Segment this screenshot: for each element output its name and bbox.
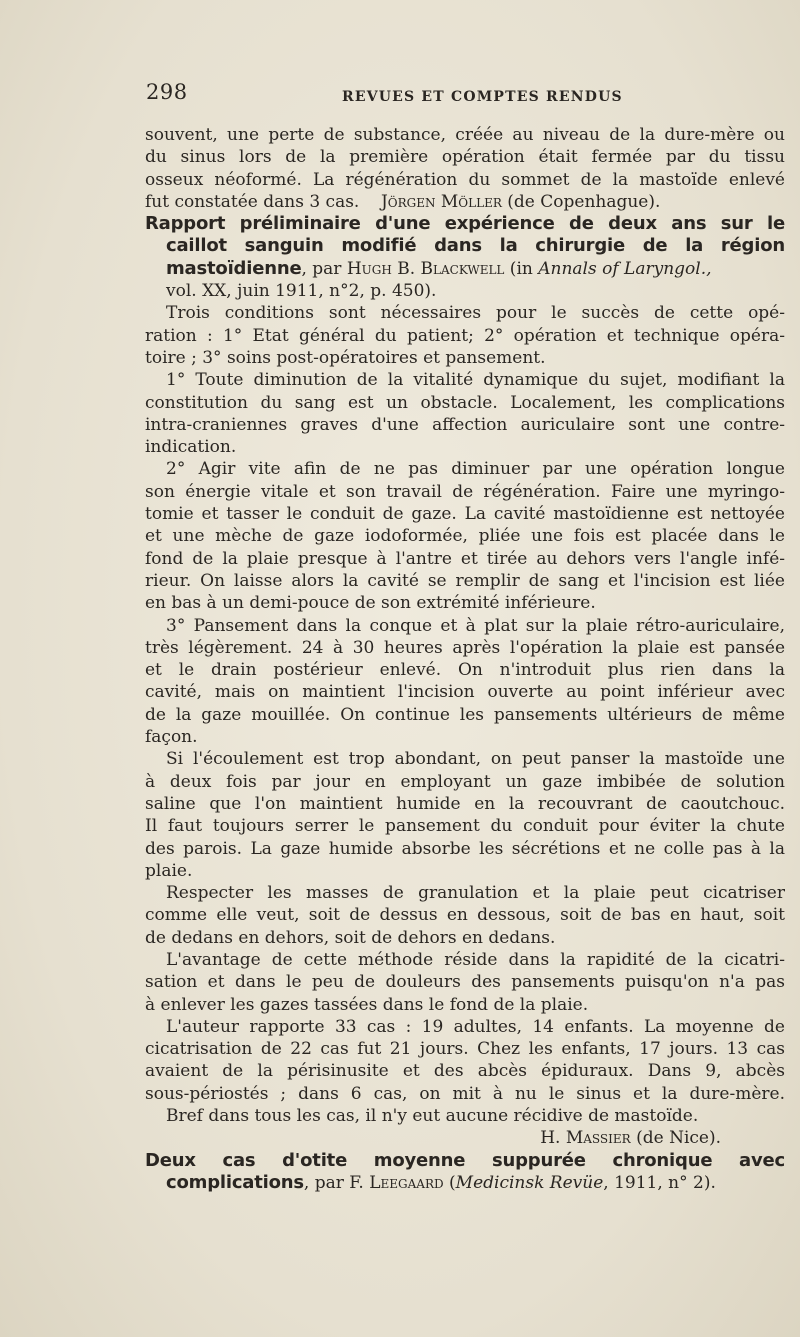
text-line: intra-craniennes graves d'une affection auriculaire sont une contre- — [145, 414, 785, 435]
text-line: du sinus lors de la première opération était fermée par du tissu — [145, 147, 785, 168]
article-title: caillot sanguin modifié dans la chirurgie de la région — [166, 235, 785, 257]
article-title: Deux cas d'otite moyenne suppurée chronique avec — [145, 1149, 785, 1171]
text-line: L'avantage de cette méthode réside dans la rapidité de la cicatri- — [166, 949, 785, 970]
text-line: de dedans en dehors, soit de dehors en dedans. — [145, 927, 556, 948]
article-title-line — [145, 1172, 785, 1194]
text-line: toire ; 3° soins post-opératoires et pansement. — [145, 347, 546, 368]
text-line: des parois. La gaze humide absorbe les sécrétions et ne colle pas à la — [145, 838, 785, 859]
text-line: Il faut toujours serrer le pansement du conduit pour éviter la chute — [145, 816, 785, 837]
text-line: façon. — [145, 727, 198, 748]
text-line: Si l'écoulement est trop abondant, on peut panser la mastoïde une — [166, 749, 785, 770]
text-line: cicatrisation de 22 cas fut 21 jours. Chez les enfants, 17 jours. 13 cas — [145, 1039, 785, 1060]
text-line: plaie. — [145, 860, 193, 881]
text-line — [145, 191, 785, 213]
text-line: Trois conditions sont nécessaires pour le succès de cette opé- — [166, 303, 785, 324]
text-fragment: ( — [443, 1172, 456, 1193]
text-fragment: (in — [504, 258, 539, 279]
text-line: osseux néoformé. La régénération du sommet de la mastoïde enlevé — [145, 169, 785, 190]
text-fragment: , par — [301, 258, 347, 279]
text-fragment: , 1911, n° 2). — [603, 1172, 716, 1193]
text-fragment: , par F. — [303, 1172, 370, 1193]
author-name: Massier — [565, 1128, 631, 1149]
author-name: Hugh B. Blackwell — [346, 258, 505, 279]
text-line: souvent, une perte de substance, créée au niveau de la dure-mère ou — [145, 125, 785, 145]
text-line: indication. — [145, 437, 237, 458]
text-line: son énergie vitale et son travail de régénération. Faire une myringo- — [145, 481, 785, 502]
text-line: cavité, mais on maintient l'incision ouverte au point inférieur avec — [145, 682, 785, 703]
text-line: en bas à un demi-pouce de son extrémité inférieure. — [145, 593, 596, 614]
text-line: fond de la plaie presque à l'antre et tirée au dehors vers l'angle infé- — [145, 548, 785, 569]
page-header — [146, 80, 786, 110]
text-line: Respecter les masses de granulation et la plaie peut cicatriser — [166, 883, 785, 904]
text-line: 3° Pansement dans la conque et à plat sur la plaie rétro-auriculaire, — [166, 615, 785, 636]
text-line: sous-périostés ; dans 6 cas, on mit à nu le sinus et la dure-mère. — [145, 1083, 785, 1104]
text-line: comme elle veut, soit de dessus en dessous, soit de bas en haut, soit — [145, 905, 785, 926]
running-head: REVUES ET COMPTES RENDUS — [342, 89, 623, 105]
text-line: tomie et tasser le conduit de gaze. La cavité mastoïdienne est nettoyée — [145, 504, 785, 525]
journal-name: Annals of Laryngol., — [538, 258, 712, 279]
journal-name: Medicinsk Revüe — [455, 1172, 604, 1193]
article-title: mastoïdienne — [166, 257, 302, 279]
text-fragment: (de Copenhague). — [507, 191, 661, 212]
text-fragment: fut constatée dans 3 cas. — [145, 191, 360, 212]
text-fragment: (de Nice). — [630, 1128, 721, 1149]
text-fragment: H. — [540, 1128, 566, 1149]
text-line: avaient de la périsinusite et des abcès épiduraux. Dans 9, abcès — [145, 1061, 785, 1082]
page-number: 298 — [146, 80, 188, 104]
text-line: rieur. On laisse alors la cavité se remplir de sang et l'incision est liée — [145, 570, 785, 591]
text-line: sation et dans le peu de douleurs des pansements puisqu'on n'a pas — [145, 972, 785, 993]
text-line: et le drain postérieur enlevé. On n'introduit plus rien dans la — [145, 660, 785, 681]
text-line: 1° Toute diminution de la vitalité dynamique du sujet, modifiant la — [166, 370, 785, 391]
text-line: de la gaze mouillée. On continue les pansements ultérieurs de même — [145, 704, 785, 725]
text-line: à deux fois par jour en employant un gaze imbibée de solution — [145, 771, 785, 792]
text-line: constitution du sang est un obstacle. Localement, les complications — [145, 392, 785, 413]
text-line: Bref dans tous les cas, il n'y eut aucune récidive de mastoïde. — [166, 1106, 699, 1127]
article-title: Rapport préliminaire d'une expérience de deux ans sur le — [145, 213, 785, 235]
author-name: Leegaard — [369, 1172, 444, 1193]
author-name: Jörgen Möller — [380, 191, 502, 212]
article-title: complications — [166, 1171, 304, 1193]
text-line: saline que l'on maintient humide en la recouvrant de caoutchouc. — [145, 793, 785, 814]
text-line: très légèrement. 24 à 30 heures après l'opération la plaie est pansée — [145, 637, 785, 658]
text-line: vol. XX, juin 1911, n°2, p. 450). — [166, 281, 437, 302]
text-line: et une mèche de gaze iodoformée, pliée une fois est placée dans le — [145, 526, 785, 547]
text-line: 2° Agir vite afin de ne pas diminuer par une opération longue — [166, 459, 785, 480]
text-line: à enlever les gazes tassées dans le fond de la plaie. — [145, 994, 589, 1015]
article-body — [145, 124, 785, 1194]
text-line: ration : 1° Etat général du patient; 2° opération et technique opéra- — [145, 325, 785, 346]
signature — [145, 1127, 785, 1149]
text-line: L'auteur rapporte 33 cas : 19 adultes, 14 enfants. La moyenne de — [166, 1016, 785, 1037]
article-title-line — [145, 258, 785, 280]
